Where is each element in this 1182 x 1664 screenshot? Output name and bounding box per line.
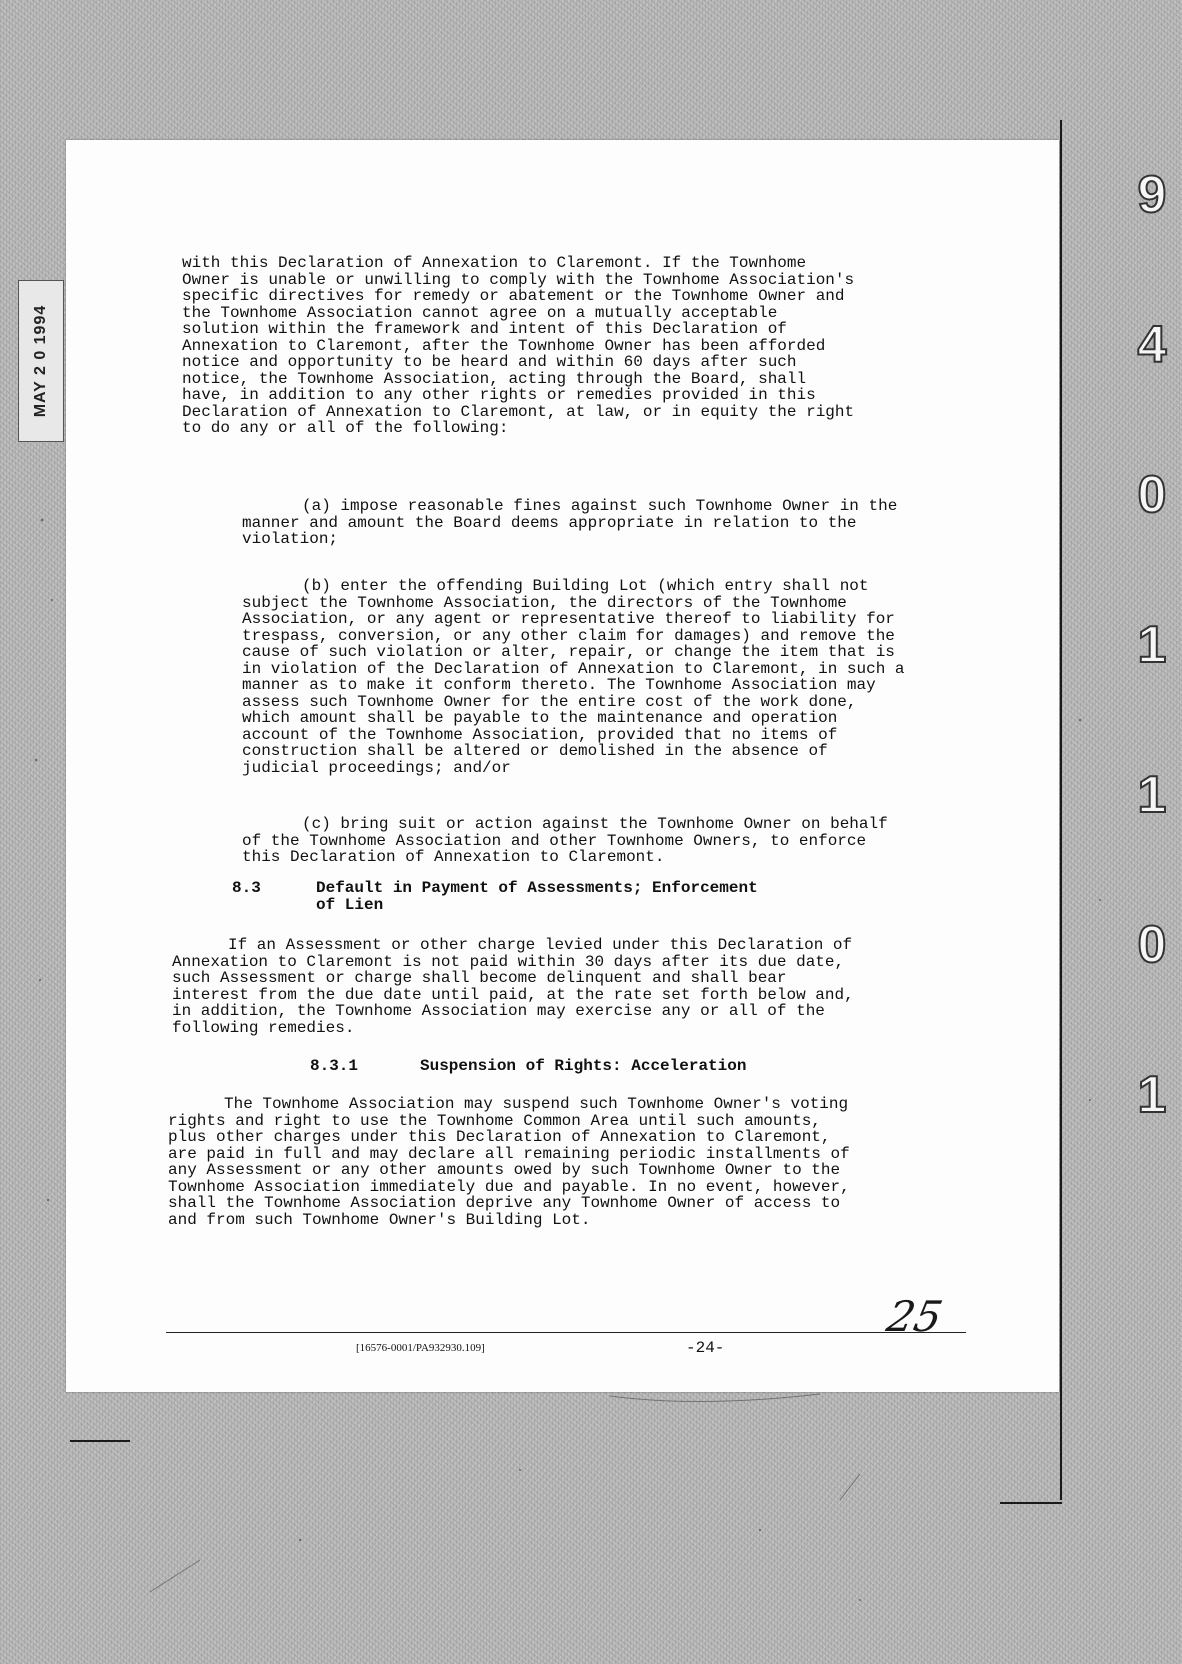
document-page [66, 140, 1059, 1392]
recording-digit: 1 [1137, 766, 1167, 824]
recording-digit: 1 [1137, 616, 1167, 674]
paragraph-remedies-intro: with this Declaration of Annexation to Claremont. If the Townhome Owner is unable or unwilling to comply with the Townhome Association's specific directives for remedy or abatement or the Townhome Owner and the Townhome Association cannot agree on a mutually acceptable solution within the framework and intent of this Declaration of Annexation to Claremont, after the Townhome Owner has been afforded notice and opportunity to be heard and within 60 days after such notice, the Townhome Association, acting through the Board, shall have, in addition to any other rights or remedies provided in this Declaration of Annexation to Claremont, at law, or in equity the right to do any or all of the following: [182, 254, 855, 437]
section-title: Default in Payment of Assessments; Enforcement [316, 879, 758, 897]
recording-digit: 4 [1137, 316, 1167, 374]
paragraph-suspension: The Townhome Association may suspend such Townhome Owner's voting rights and right to use the Townhome Common Area until such amounts, plus other charges under this Declaration of Annexation to Claremont, are paid in full and may declare all remaining periodic installments of any Assessment or any other amounts owed by such Townhome Owner to the Townhome Association immediately due and payable. In no event, however, shall the Townhome Association deprive any Townhome Owner of access to and from such Townhome Owner's Building Lot. [168, 1095, 850, 1229]
section-number: 8.3 [232, 879, 261, 897]
document-code: [16576-0001/PA932930.109] [356, 1342, 485, 1354]
subsection-number: 8.3.1 [310, 1057, 359, 1075]
stamp-date: MAY 2 0 1994 [32, 304, 49, 418]
section-heading-8-3 [232, 880, 872, 913]
recording-digit: 1 [1137, 1066, 1167, 1124]
section-heading-8-3-1 [310, 1058, 870, 1075]
recording-digit: 0 [1137, 466, 1167, 524]
handwritten-page-number: 25 [882, 1292, 947, 1341]
recording-digit: 9 [1137, 166, 1167, 224]
recording-digit: 0 [1137, 916, 1167, 974]
page-number: -24- [686, 1339, 725, 1357]
footer-rule [166, 1332, 966, 1333]
section-title-continued: of Lien [316, 895, 384, 914]
paragraph-default-payment: If an Assessment or other charge levied under this Declaration of Annexation to Claremont is not paid within 30 days after its due date, such Assessment or charge shall become delinquent and shall bear interest from the due date until paid, at the rate set forth below and, in addition, the Townhome Association may exercise any or all of the following remedies. [172, 936, 854, 1037]
list-item-b: (b) enter the offending Building Lot (which entry shall not subject the Townhome Association, the directors of the Townhome Association, or any agent or representative thereof to liability for trespass, conversion, or any other claim for damages) and remove the cause of such violation or alter, repair, or change the item that is in violation of the Declaration of Annexation to Claremont, in such a manner as to make it conform thereto. The Townhome Association may assess such Townhome Owner for the entire cost of the work done, which amount shall be payable to the maintenance and operation account of the Townhome Association, provided that no items of construction shall be altered or demolished in the absence of judicial proceedings; and/or [242, 577, 905, 777]
list-item-c: (c) bring suit or action against the Townhome Owner on behalf of the Townhome Association and other Townhome Owners, to enforce this Declaration of Annexation to Claremont. [242, 815, 888, 866]
subsection-title: Suspension of Rights: Acceleration [420, 1057, 747, 1075]
page-content [66, 140, 1059, 1392]
list-item-a: (a) impose reasonable fines against such Townhome Owner in the manner and amount the Board deems appropriate in relation to the violation; [242, 497, 898, 548]
